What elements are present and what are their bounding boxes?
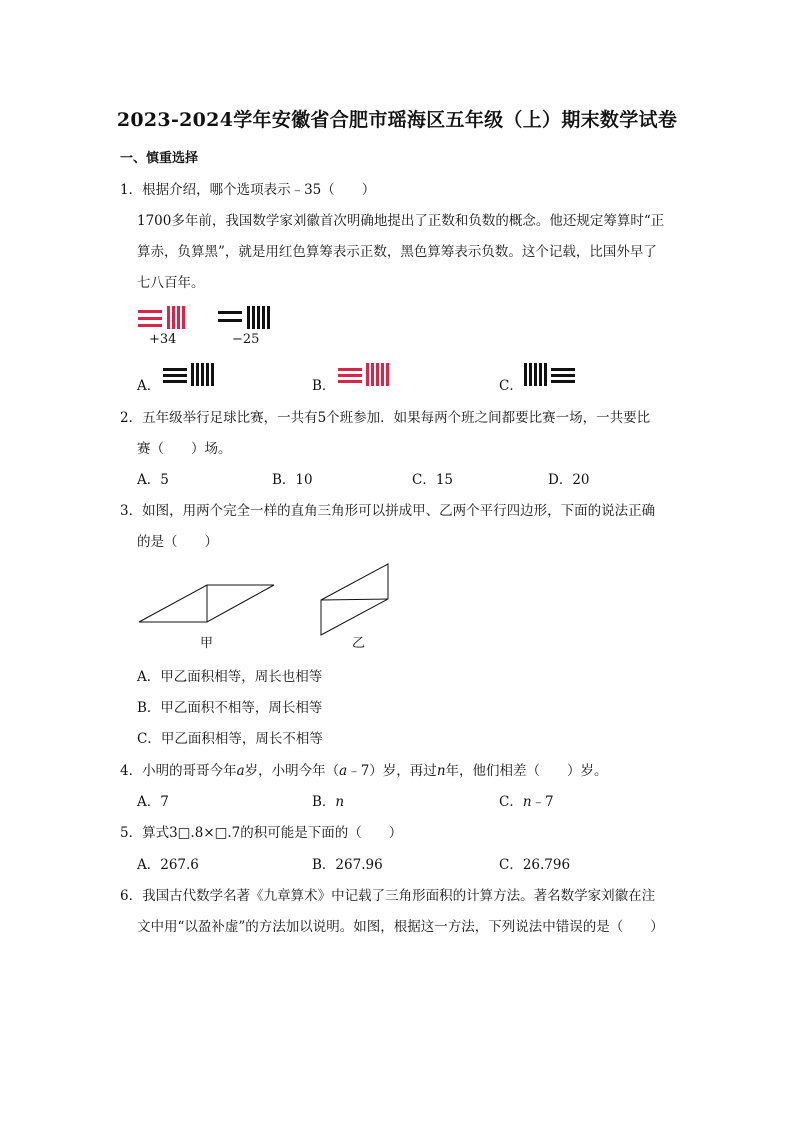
section-heading: 一、慎重选择 [120,151,199,166]
question-5-option-b[interactable]: B．267.96 [312,857,383,873]
q4-option-c-rest: ﹣7 [531,794,554,810]
rods-label-minus-25: −25 [232,332,260,347]
question-2-option-d[interactable]: D．20 [548,472,590,488]
counting-rods-plus-34 [138,305,188,331]
q4-stem-part-1: 4．小明的哥哥今年 [120,763,237,779]
q4-variable-a: a [236,763,245,779]
q4-stem-part-2: 岁，小明今年（ [244,763,340,779]
question-6-line-1: 6．我国古代数学名著《九章算术》中记载了三角形面积的计算方法。著名数学家刘徽在注 [120,888,656,904]
question-1-option-b[interactable]: B． [312,378,336,394]
rods-label-plus-34: +34 [149,332,177,347]
question-1-option-a[interactable]: A． [137,378,161,394]
question-1-option-c[interactable]: C． [499,378,523,394]
question-5-option-c[interactable]: C．26.796 [499,857,571,873]
question-3-option-c[interactable]: C．甲乙面积相等，周长不相等 [137,731,323,747]
question-4-option-b[interactable] [312,790,344,810]
option-b-rods [338,362,394,388]
question-2-line-1: 2．五年级举行足球比赛，一共有5个班参加．如果每两个班之间都要比赛一场，一共要比 [120,410,651,426]
q4-option-c-label: C． [499,794,523,810]
question-2-option-a[interactable]: A．5 [137,472,169,488]
option-a-rods [163,362,219,388]
question-2-line-2: 赛（ ）场。 [137,441,232,457]
q4-stem-part-3: ﹣7）岁，再过 [347,763,437,779]
question-1-stem: 1．根据介绍，哪个选项表示﹣35（ ） [120,182,376,198]
question-1-paragraph-line-2: 算赤，负算黑”，就是用红色算筹表示正数，黑色算筹表示负数。这个记载，比国外早了 [137,244,657,260]
question-3-line-2: 的是（ ） [137,534,218,550]
q4-option-b-label: B． [312,794,336,810]
option-c-rods [523,362,579,388]
question-4-stem [120,759,608,779]
figure-label-jia: 甲 [200,636,214,651]
question-1-paragraph-line-3: 七八百年。 [137,275,205,291]
page-title: 2023-2024学年安徽省合肥市瑶海区五年级（上）期末数学试卷 [116,109,678,131]
parallelogram-figures [136,560,396,640]
question-4-option-c[interactable] [499,790,554,810]
counting-rods-minus-25 [218,305,274,331]
q4-variable-a-2: a [339,763,348,779]
question-6-line-2: 文中用“以盈补虚”的方法加以说明。如图，根据这一方法，下列说法中错误的是（ ） [137,919,664,935]
question-3-line-1: 3．如图，用两个完全一样的直角三角形可以拼成甲、乙两个平行四边形，下面的说法正确 [120,503,656,519]
question-2-option-b[interactable]: B．10 [272,472,313,488]
question-3-option-b[interactable]: B．甲乙面积不相等，周长相等 [137,700,323,716]
figure-label-yi: 乙 [352,636,366,651]
q4-option-b-var: n [335,794,345,810]
question-4-option-a[interactable]: A．7 [137,794,169,810]
q4-stem-part-4: 年，他们相差（ ）岁。 [445,763,608,779]
question-2-option-c[interactable]: C．15 [412,472,454,488]
question-5-option-a[interactable]: A．267.6 [137,857,199,873]
q4-variable-n: n [436,763,446,779]
question-1-paragraph-line-1: 1700多年前，我国数学家刘徽首次明确地提出了正数和负数的概念。他还规定筹算时“正 [137,213,665,229]
question-3-option-a[interactable]: A．甲乙面积相等，周长也相等 [137,669,323,685]
q4-option-c-var: n [522,794,532,810]
question-5-stem: 5．算式3□.8×□.7的积可能是下面的（ ） [120,825,403,841]
